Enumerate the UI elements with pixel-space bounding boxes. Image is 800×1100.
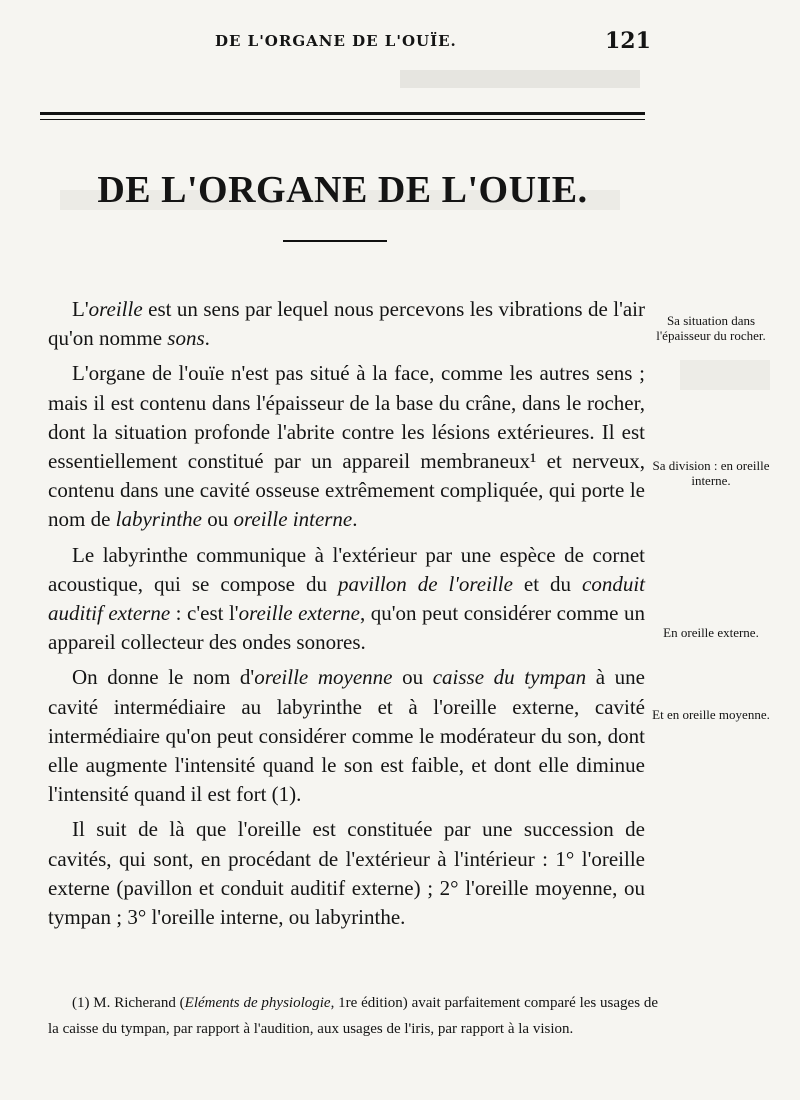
footnote-text: (1) M. Richerand (Eléments de physiologie, 1re édition) avait parfaitement comparé les usages de la caisse du tympan, par rapport à l'audition, aux usages de l'iris, par rapport à la vision. [48, 995, 659, 1037]
italic-term: oreille externe [238, 601, 360, 626]
header-rule-thin [40, 119, 645, 120]
sidenote-external-ear: En oreille externe. [663, 625, 759, 640]
footnote [48, 990, 658, 1042]
page-number: 121 [605, 28, 651, 54]
paragraph: L'oreille est un sens par lequel nous percevons les vibrations de l'air qu'on nomme sons. [48, 297, 645, 351]
italic-term: oreille [88, 297, 143, 321]
italic-term: sons [167, 326, 205, 351]
body-text [48, 295, 645, 938]
paragraph: Le labyrinthe communique à l'extérieur par une espèce de cornet acoustique, qui se compose du pavillon de l'oreille et du conduit auditif externe : c'est l'oreille externe, qu'on peut considérer comme un appareil collecteur des ondes sonores. [48, 542, 646, 655]
sidenote-situation: Sa situation dans l'épaisseur du rocher. [656, 313, 766, 343]
italic-term: Eléments de physiologie [184, 995, 331, 1011]
paragraph: L'organe de l'ouïe n'est pas situé à la face, comme les autres sens ; mais il est contenu dans l'épaisseur de la base du crâne, dans le rocher, dont la situation profonde l'abrite contre les lésions extérieures. Il est essentiellement constitué par un appareil membraneux¹ et nerveux, contenu dans une cavité osseuse extrêmement compliquée, qui porte le nom de labyrinthe ou oreille interne. [48, 361, 645, 532]
show-through-shadow [400, 70, 640, 88]
title-rule [283, 240, 387, 242]
paragraph: Il suit de là que l'oreille est constituée par une succession de cavités, qui sont, en procédant de l'extérieur à l'intérieur : 1° l'oreille externe (pavillon et conduit auditif externe) ; 2° l'oreille moyenne, ou tympan ; 3° l'oreille interne, ou labyrinthe. [48, 817, 645, 930]
sidenote-division: Sa division : en oreille interne. [652, 458, 770, 488]
italic-term: caisse du tympan [432, 665, 587, 690]
chapter-title: DE L'ORGANE DE L'OUIE. [97, 169, 588, 211]
running-head: DE L'ORGANE DE L'OUÏE. [215, 32, 457, 50]
sidenote-middle-ear: Et en oreille moyenne. [652, 707, 770, 722]
italic-term: labyrinthe [115, 507, 202, 532]
italic-term: conduit auditif externe [48, 571, 646, 626]
italic-term: pavillon de l'oreille [337, 571, 513, 596]
italic-term: oreille moyenne [254, 665, 393, 690]
header-rule-thick [40, 112, 645, 115]
paragraph: On donne le nom d'oreille moyenne ou caisse du tympan à une cavité intermédiaire au labyrinthe et à l'oreille externe, cavité intermédiaire qu'on peut considérer comme le modérateur du son, dont elle augmente l'intensité quand le son est faible, et dont elle diminue l'intensité quand il est fort (1). [48, 665, 645, 807]
italic-term: oreille interne [233, 507, 353, 532]
show-through-shadow [680, 360, 770, 390]
